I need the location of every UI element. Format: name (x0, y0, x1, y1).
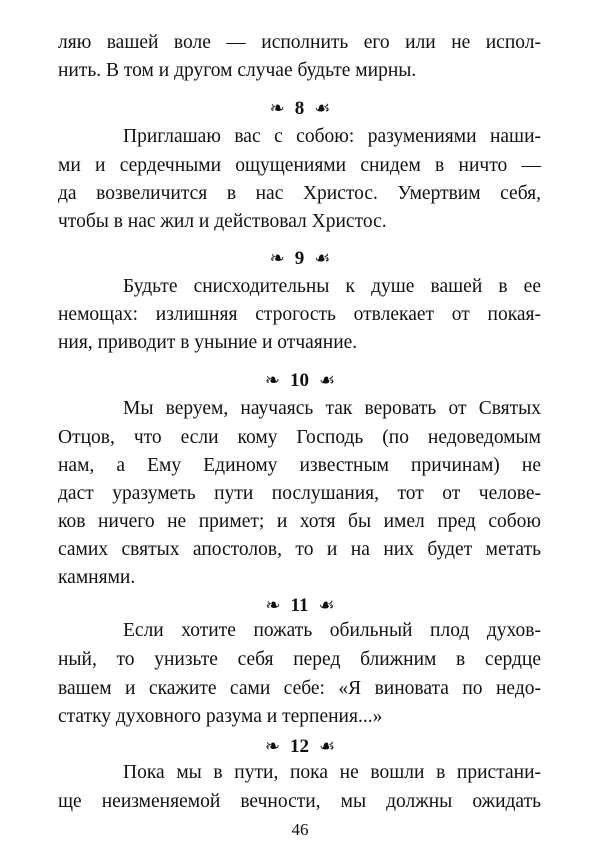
ornament-right-icon: ☙ (318, 595, 335, 615)
text-line: даст уразуметь пути послушания, тот от челове- (58, 483, 541, 504)
text-line: ляю вашей воле — исполнить его или не испол- (58, 32, 541, 53)
section-number: 8 (294, 98, 305, 119)
ornament-left-icon: ❧ (264, 736, 280, 756)
section-heading-10 (0, 366, 600, 394)
section-number: 11 (290, 595, 309, 616)
ornament-left-icon: ❧ (264, 370, 280, 390)
text-line: нить. В том и другом случае будьте мирны. (58, 60, 417, 81)
section-number: 9 (294, 248, 305, 269)
text-line: нам, а Ему Единому известным причинам) не (58, 455, 541, 476)
ornament-right-icon: ☙ (314, 98, 331, 118)
text-line: ще неизменяемой вечности, мы должны ожидать (58, 791, 541, 812)
text-line: самих святых апостолов, то и на них будет метать (58, 539, 541, 560)
text-line: ков ничего не примет; и хотя бы имел пред собою (58, 511, 541, 532)
section-heading-12 (0, 732, 600, 760)
ornament-right-icon: ☙ (314, 248, 331, 268)
text-line: Отцов, что если кому Господь (по недоведомым (58, 427, 541, 448)
text-line: Мы веруем, научаясь так веровать от Святых (123, 398, 541, 419)
section-heading-8 (0, 94, 600, 122)
section-number: 12 (289, 736, 309, 757)
section-heading-9 (0, 244, 600, 272)
section-heading-11 (0, 591, 600, 619)
text-line: да возвеличится в нас Христос. Умертвим себя, (58, 183, 541, 204)
ornament-left-icon: ❧ (269, 248, 285, 268)
text-line: статку духовного разума и терпения...» (58, 706, 383, 727)
text-line: Приглашаю вас с собою: разумениями наши- (123, 126, 541, 147)
text-line: ния, приводит в уныние и отчаяние. (58, 332, 358, 353)
ornament-right-icon: ☙ (318, 736, 336, 756)
ornament-left-icon: ❧ (269, 98, 285, 118)
text-line: ми и сердечными ощущениями снидем в ничто — (58, 155, 541, 176)
page-number: 46 (291, 820, 309, 839)
text-line: вашем и скажите сами себе: «Я виновата по недо- (58, 678, 541, 699)
text-line: ный, то унизьте себя перед ближним в сердце (58, 649, 541, 670)
text-line: чтобы в нас жил и действовал Христос. (58, 211, 387, 232)
ornament-right-icon: ☙ (318, 370, 336, 390)
text-line: камнями. (58, 567, 136, 588)
ornament-left-icon: ❧ (265, 595, 281, 615)
text-line: немощах: излишняя строгость отвлекает от покая- (58, 304, 541, 325)
text-line: Будьте снисходительны к душе вашей в ее (123, 276, 541, 297)
text-line: Если хотите пожать обильный плод духов- (123, 620, 541, 641)
text-line: Пока мы в пути, пока не вошли в пристани- (123, 762, 541, 783)
section-number: 10 (289, 370, 309, 391)
